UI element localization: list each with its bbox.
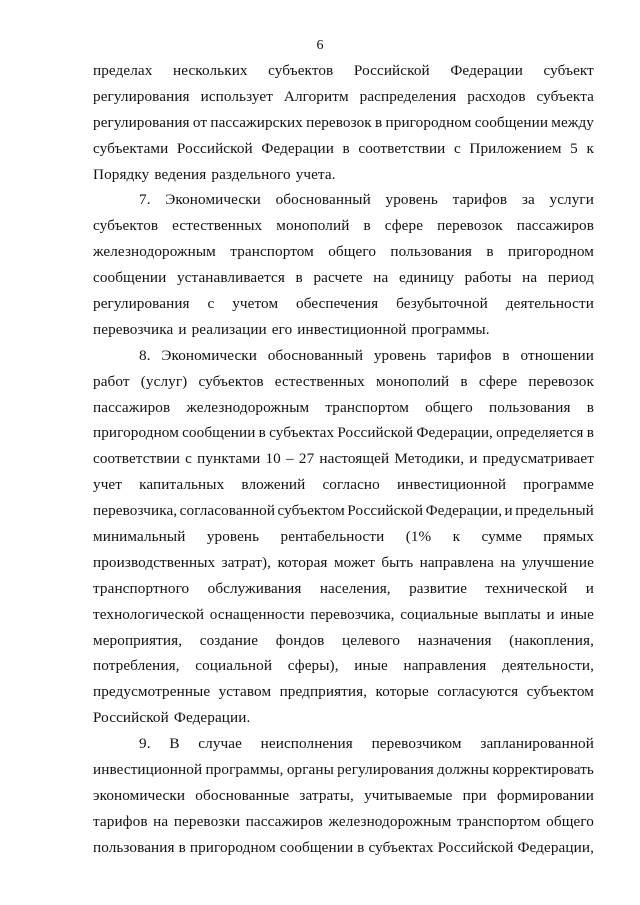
text-line: [93, 291, 594, 317]
word: расходов: [467, 87, 526, 105]
word: Российской: [353, 62, 430, 79]
word: минимальный: [93, 528, 186, 546]
word: оснащенности: [209, 605, 305, 623]
word: случае: [198, 735, 242, 753]
word: с: [185, 450, 193, 468]
word: пригородном: [385, 113, 472, 131]
word: Федерации.: [173, 709, 251, 727]
text-line: [93, 110, 594, 136]
word: социальной: [195, 657, 273, 675]
word: затраты,: [299, 786, 354, 804]
word: (накопления,: [509, 631, 594, 649]
word: реализации: [191, 320, 267, 338]
word: Российской: [176, 139, 253, 157]
word: Порядку: [93, 165, 150, 183]
word: регулирования: [93, 87, 190, 105]
word: соответствии: [358, 139, 446, 157]
word: пользования: [489, 398, 571, 416]
word: развитие: [409, 579, 468, 597]
word: программы.: [411, 320, 490, 338]
text-line: [93, 550, 594, 576]
word: прямых: [543, 528, 594, 546]
word: субъектом: [526, 683, 594, 701]
text-line: [93, 446, 594, 472]
word: Федерации,: [517, 838, 594, 856]
word: инвестиционной: [396, 476, 507, 494]
word: технологической: [93, 605, 205, 623]
word: учет: [93, 476, 123, 494]
word: раздельного: [211, 165, 291, 183]
word: обоснованный: [275, 191, 371, 209]
word: общего: [546, 812, 594, 830]
word: мероприятия,: [93, 631, 183, 649]
word: пассажиров: [93, 398, 171, 416]
word: сообщении: [474, 113, 549, 131]
word: Экономически: [165, 191, 261, 209]
word: фондов: [275, 631, 325, 649]
word: субъектами: [93, 139, 169, 157]
word: естественных: [172, 217, 263, 235]
word: определяется: [496, 424, 584, 442]
word: назначения: [417, 631, 492, 649]
word: 5: [570, 139, 578, 157]
word: естественных: [274, 372, 365, 390]
word: регулирования: [93, 113, 190, 131]
word: безубыточной: [396, 295, 488, 313]
word: тарифов: [437, 346, 492, 364]
text-line: [93, 498, 594, 524]
word: улучшение: [521, 553, 594, 571]
word: 9.: [139, 735, 151, 753]
word: перевозок: [437, 217, 503, 235]
word: сферы),: [287, 657, 339, 675]
word: его: [271, 320, 293, 338]
word: органы: [286, 761, 334, 779]
word: уровень: [373, 346, 427, 364]
word: уставом: [218, 683, 272, 701]
word: может: [333, 553, 375, 571]
text-line: [93, 395, 594, 421]
word: иные: [354, 657, 388, 675]
text-line: [93, 58, 594, 84]
word: обслуживания: [207, 579, 302, 597]
text-line: [93, 472, 594, 498]
word: пользования: [93, 838, 175, 856]
word: Российской: [337, 424, 414, 442]
word: транспортом: [325, 398, 409, 416]
word: деятельности: [505, 295, 594, 313]
text-line: [93, 369, 594, 395]
text-line: [93, 265, 594, 291]
word: запланированной: [480, 735, 594, 753]
word: отношении: [520, 346, 594, 364]
word: Федерации,: [416, 424, 493, 442]
word: социальные: [400, 605, 479, 623]
word: в: [342, 139, 350, 157]
text-line: [93, 162, 594, 188]
word: В: [169, 735, 180, 753]
word: в: [357, 838, 365, 856]
word: деятельности,: [501, 657, 594, 675]
word: пассажиров: [516, 217, 594, 235]
word: период: [547, 269, 594, 287]
word: сумме: [481, 528, 522, 546]
text-line: [93, 653, 594, 679]
text-line: [93, 679, 594, 705]
word: формировании: [496, 786, 594, 804]
word: целевого: [342, 631, 401, 649]
text-line: [93, 705, 594, 731]
text-line: [93, 84, 594, 110]
word: направлена: [419, 553, 494, 571]
word: устанавливается: [176, 269, 285, 287]
word: пригородном: [189, 838, 276, 856]
text-line: [93, 628, 594, 654]
word: монополий: [276, 217, 350, 235]
word: пригородном: [93, 424, 179, 442]
word: тарифов: [452, 191, 508, 209]
word: обоснованный: [267, 346, 364, 364]
word: сообщении: [182, 424, 256, 442]
word: общего: [328, 243, 377, 261]
word: расчете: [313, 269, 363, 287]
word: которые: [375, 683, 429, 701]
word: выплаты: [483, 605, 541, 623]
word: должны: [437, 761, 490, 779]
word: на: [500, 553, 516, 571]
word: вложений: [241, 476, 306, 494]
word: потребления,: [93, 657, 180, 675]
word: тарифов: [93, 812, 148, 830]
word: сообщении: [93, 269, 167, 287]
word: в: [363, 217, 371, 235]
word: услуги: [549, 191, 594, 209]
word: использует: [200, 87, 273, 105]
word: 7.: [139, 191, 151, 209]
word: Российской: [93, 709, 169, 727]
word: в: [460, 372, 468, 390]
word: рентабельности: [280, 528, 385, 546]
word: в: [375, 113, 383, 131]
word: уровень: [385, 191, 438, 209]
word: общего: [425, 398, 473, 416]
text-line: [93, 524, 594, 550]
word: перевозчиком: [371, 735, 462, 753]
word: субъектов: [198, 372, 264, 390]
word: 10: [265, 450, 281, 468]
word: в: [586, 398, 594, 416]
body-text: [93, 58, 594, 861]
word: направления: [403, 657, 487, 675]
word: настоящей: [319, 450, 390, 468]
word: учитываемые: [364, 786, 453, 804]
word: транспортного: [93, 579, 190, 597]
word: перевозчика,: [93, 502, 178, 520]
word: пригородном: [508, 243, 594, 261]
word: Приложением: [469, 139, 562, 157]
word: технической: [485, 579, 568, 597]
word: иные: [560, 605, 594, 623]
word: перевозчика: [93, 320, 174, 338]
word: субъектов: [268, 62, 334, 79]
text-line: [93, 317, 594, 343]
word: учетом: [232, 295, 279, 313]
word: субъектом: [277, 502, 345, 520]
word: Федерации,: [425, 502, 503, 520]
text-line: [93, 731, 594, 757]
word: субъектов: [93, 217, 159, 235]
text-line: [93, 602, 594, 628]
word: с: [207, 295, 215, 313]
text-line: [93, 809, 594, 835]
word: нескольких: [173, 62, 248, 79]
text-line: [93, 343, 594, 369]
word: пунктами: [197, 450, 261, 468]
word: Федерации: [450, 62, 523, 79]
word: инвестиционной: [93, 761, 203, 779]
word: Алгоритм: [283, 87, 349, 105]
text-line: [93, 187, 594, 213]
word: которая: [277, 553, 328, 571]
page-number: 6: [316, 38, 324, 53]
text-line: [93, 835, 594, 861]
word: предельный: [515, 502, 594, 520]
word: от: [192, 113, 208, 131]
word: сфере: [384, 217, 424, 235]
text-line: [93, 420, 594, 446]
word: железнодорожным: [328, 812, 452, 830]
word: перевозок: [528, 372, 594, 390]
text-line: [93, 576, 594, 602]
word: перевозчика,: [310, 605, 395, 623]
word: обеспечения: [296, 295, 379, 313]
word: затрат),: [221, 553, 272, 571]
word: транспортом: [230, 243, 314, 261]
word: программе: [523, 476, 594, 494]
word: соответствии: [93, 450, 181, 468]
word: за: [521, 191, 535, 209]
word: и: [178, 320, 187, 338]
word: в: [178, 838, 186, 856]
word: Экономически: [161, 346, 257, 364]
word: экономически: [93, 786, 186, 804]
word: и: [504, 502, 513, 520]
word: сообщении: [279, 838, 354, 856]
word: уровень: [206, 528, 260, 546]
word: распределения: [359, 87, 457, 105]
word: учета.: [295, 165, 336, 183]
word: Российской: [437, 838, 514, 856]
word: обоснованные: [195, 786, 290, 804]
word: субъект: [543, 62, 594, 79]
word: перевозок: [306, 113, 372, 131]
word: регулирования: [337, 761, 434, 779]
text-line: [93, 757, 594, 783]
word: неисполнения: [260, 735, 353, 753]
word: 27: [298, 450, 315, 468]
word: ведения: [154, 165, 207, 183]
word: к: [452, 528, 461, 546]
word: –: [286, 450, 294, 468]
word: корректировать: [492, 761, 594, 779]
word: транспортом: [457, 812, 541, 830]
word: при: [462, 786, 487, 804]
word: пассажирских: [210, 113, 303, 131]
word: железнодорожным: [186, 398, 310, 416]
word: в: [295, 269, 303, 287]
word: согласованной: [179, 502, 276, 520]
text-line: [93, 239, 594, 265]
word: с: [453, 139, 461, 157]
word: субъектах: [269, 424, 335, 442]
word: к: [586, 139, 594, 157]
text-line: [93, 783, 594, 809]
word: (услуг): [140, 372, 188, 390]
text-line: [93, 136, 594, 162]
word: железнодорожным: [93, 243, 216, 261]
word: и: [469, 450, 478, 468]
word: работ: [93, 372, 130, 390]
word: капитальных: [139, 476, 225, 494]
word: между: [551, 113, 594, 131]
word: регулирования: [93, 295, 190, 313]
word: единицу: [398, 269, 455, 287]
word: Методики,: [394, 450, 465, 468]
word: работы: [464, 269, 512, 287]
word: в: [258, 424, 266, 442]
word: создание: [199, 631, 259, 649]
word: программы,: [205, 761, 284, 779]
text-line: [93, 213, 594, 239]
word: на: [522, 269, 538, 287]
word: в: [486, 243, 494, 261]
word: предприятия,: [279, 683, 368, 701]
word: пределах: [93, 62, 153, 79]
word: и: [585, 579, 594, 597]
word: согласно: [322, 476, 380, 494]
word: монополий: [376, 372, 450, 390]
word: населения,: [319, 579, 391, 597]
word: инвестиционной: [297, 320, 407, 338]
word: 8.: [139, 346, 151, 364]
word: пассажиров: [245, 812, 323, 830]
word: на: [153, 812, 169, 830]
word: Российской: [347, 502, 424, 520]
word: производственных: [93, 553, 216, 571]
word: предусматривает: [482, 450, 594, 468]
word: субъекта: [536, 87, 594, 105]
word: сфере: [478, 372, 518, 390]
word: предусмотренные: [93, 683, 211, 701]
word: пользования: [390, 243, 473, 261]
word: перевозки: [173, 812, 241, 830]
word: быть: [381, 553, 414, 571]
word: и: [546, 605, 555, 623]
word: в: [586, 424, 594, 442]
word: на: [373, 269, 389, 287]
word: в: [502, 346, 510, 364]
word: Федерации: [261, 139, 334, 157]
word: (1%: [405, 528, 432, 546]
word: субъектах: [368, 838, 434, 856]
word: согласуются: [437, 683, 519, 701]
